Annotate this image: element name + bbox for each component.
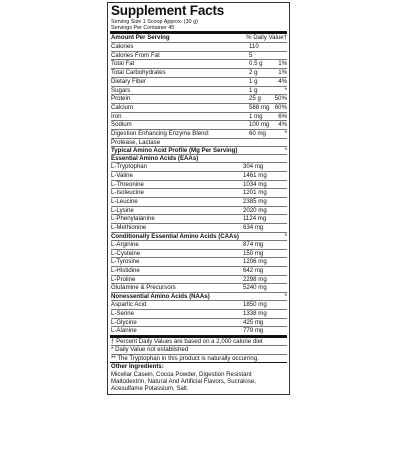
amino-row: L-Glycine 425 mg [111,318,287,327]
amino-row: L-Cysteine 150 mg [111,249,287,258]
nutrient-row: Total Fat 0.5 g 1% [111,60,287,68]
supplement-facts-panel [107,2,290,395]
nutrient-row: Calcium 588 mg 60% [111,103,287,111]
amino-row: L-Methionine 634 mg [111,223,287,232]
amino-row: L-Leucine 2385 mg [111,197,287,206]
amino-row: L-Alanine 779 mg [111,326,287,335]
amino-row: L-Arginine 874 mg [111,240,287,249]
nutrient-row: Calories 110 [111,42,287,51]
amino-row: Glutamine & Precursors 5240 mg [111,283,287,292]
enzyme-blend-detail: Protease, Lactase [111,138,287,146]
amino-row: L-Phenylalanine 1124 mg [111,214,287,223]
amino-row: L-Tryptophan 304 mg [111,162,287,171]
amino-row: Aspartic Acid 1850 mg [111,300,287,309]
amino-row: L-Proline 2298 mg [111,275,287,284]
amino-row: L-Lysine 2020 mg [111,206,287,215]
daily-value-label: % Daily Value† [246,34,287,42]
amino-row: L-Valine 1461 mg [111,171,287,180]
panel-title: Supplement Facts [111,3,225,18]
nonessential-list [111,300,287,335]
essential-heading: Essential Amino Acids (EAAs) [111,154,287,162]
nutrient-row: Sugars 1 g * [111,86,287,94]
amino-row: L-Histidine 642 mg [111,266,287,275]
amino-row: L-Isoleucine 1201 mg [111,188,287,197]
serving-size: Serving Size 1 Scoop Approx. (30 g) [111,19,198,25]
conditional-heading: Conditionally Essential Amino Acids (CAAs) * [111,232,287,240]
essential-list [111,162,287,232]
not-established-footnote: * Daily Value not established [111,345,287,353]
other-ingredients-label: Other Ingredients: [111,363,164,371]
nutrient-row: Digestion Enhancing Enzyme Blend: 60 mg * [111,129,287,137]
conditional-list [111,240,287,292]
amino-row: L-Tyrosine 1206 mg [111,257,287,266]
amino-row: L-Threonine 1034 mg [111,180,287,189]
tryptophan-footnote: ** The Tryptophan in this product is naturally occurring. [111,354,287,362]
nutrient-list [111,42,287,138]
servings-per-container: Servings Per Container 45 [111,25,175,32]
amount-per-serving-label: Amount Per Serving [111,34,170,42]
nutrient-row: Calories From Fat 5 [111,51,287,60]
nutrient-row: Dietary Fiber 1 g 4% [111,77,287,85]
amino-row: L-Serine 1338 mg [111,309,287,318]
other-ingredients-text: Micellar Casein, Cocoa Powder, Digestion Resistant Maltodextrin, Natural And Artificial Flavors, Sucralose, Acesulfame Potassium, Salt. [111,370,256,393]
dv-basis-footnote: † Percent Daily Values are based on a 2,000 calorie diet [111,338,263,346]
nutrient-row: Total Carbohydrates 2 g 1% [111,69,287,77]
amount-header-row [111,34,287,42]
nonessential-heading: Nonessential Amino Acids (NAAs) * [111,293,287,301]
nutrient-row: Sodium 100 mg 4% [111,121,287,129]
nutrient-row: Protein 25 g 50% [111,95,287,103]
amino-profile-heading: Typical Amino Acid Profile (Mg Per Serving) * [111,146,287,154]
nutrient-row: Iron 1 mg 6% [111,112,287,120]
other-ingredients [111,363,287,393]
